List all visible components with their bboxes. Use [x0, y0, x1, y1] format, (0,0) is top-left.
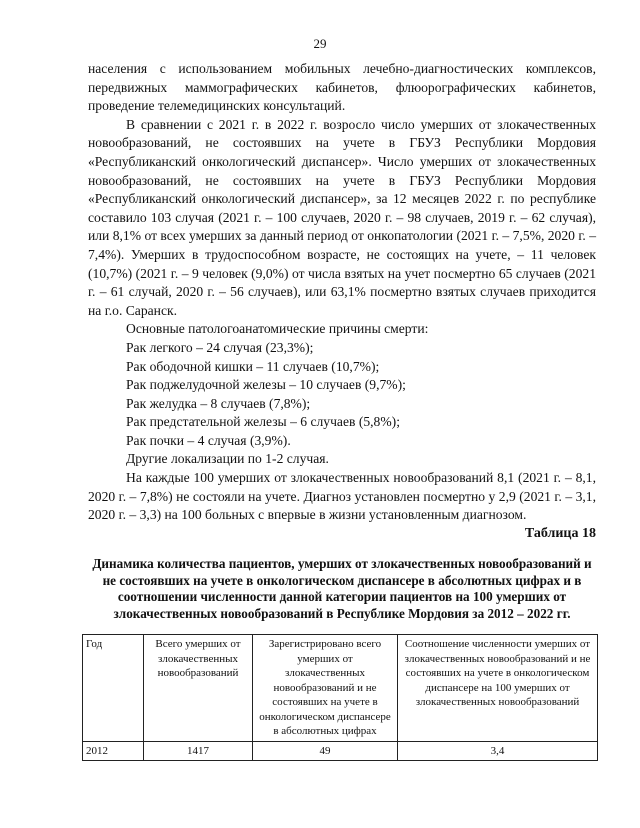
paragraph-2: В сравнении с 2021 г. в 2022 г. возросло число умерших от злокачественных новообразований, не состоявших на учете в ГБУЗ Республики Мордовия «Республиканский онкологический диспансер». Число умерших от злокачественных новообразований, не состоявших на учете в ГБУЗ Республики Мордовия «Республиканский онкологический диспансер», за 12 месяцев 2022 г. по республике составило 103 случая (2021 г. – 100 случаев, 2020 г. – 98 случаев, 2019 г. – 62 случая), или 8,1% от всех умерших за данный период от онкопатологии (2021 г. – 7,5%, 2020 г. – 7,4%). Умерших в трудоспособном возрасте, не состоящих на учете, – 11 человек (10,7%) (2021 г. – 9 человек (9,0%) от числа взятых на учет посмертно 65 случаев (2021 г. – 61 случай, 2020 г. – 56 случаев), или 63,1% посмертно взятых случаев приходится на г.о. Саранск.	[88, 116, 596, 318]
cause-item: Рак почки – 4 случая (3,9%).	[126, 432, 291, 448]
cell-registered-deaths: 49	[253, 741, 398, 761]
cell-total-deaths: 1417	[144, 741, 253, 761]
cause-item: Рак поджелудочной железы – 10 случаев (9,7%);	[126, 377, 406, 393]
table-number: Таблица 18	[524, 526, 596, 541]
data-table	[82, 634, 598, 761]
cell-ratio: 3,4	[398, 741, 598, 761]
cause-item: Рак желудка – 8 случаев (7,8%);	[126, 395, 311, 411]
table-header-row	[83, 635, 598, 742]
cause-item: Рак ободочной кишки – 11 случаев (10,7%);	[126, 358, 380, 374]
table-title: Динамика количества пациентов, умерших от злокачественных новообразований и не состоявших на учете в онкологическом диспансере в абсолютных цифрах и в соотношении численности данной категории пациентов на 100 умерших от злокачественных новообразований в Республике Мордовия за 2012 – 2022 гг.	[92, 556, 592, 621]
page-number: 29	[313, 36, 327, 51]
body-text	[88, 60, 596, 525]
header-year: Год	[83, 635, 144, 742]
paragraph-final: На каждые 100 умерших от злокачественных новообразований 8,1 (2021 г. – 8,1, 2020 г. – 7,8%) не состояли на учете. Диагноз установлен посмертно у 2,9 (2021 г. – 3,1, 2020 г. – 3,3) на 100 больных с впервые в жизни установленным диагнозом.	[88, 470, 596, 523]
header-registered-deaths: Зарегистрировано всего умерших от злокачественных новообразований и не состоявших на учете в онкологическом диспансере в абсолютных цифрах	[253, 635, 398, 742]
cause-item: Рак предстательной железы – 6 случаев (5,8%);	[126, 414, 400, 430]
table-row	[83, 741, 598, 761]
causes-heading: Основные патологоанатомические причины смерти:	[126, 321, 429, 337]
header-ratio: Соотношение численности умерших от злокачественных новообразований и не состоявших на учете в онкологическом диспансере на 100 умерших от злокачественных новообразований	[398, 635, 598, 742]
header-total-deaths: Всего умерших от злокачественных новообразований	[144, 635, 253, 742]
paragraph-1: населения с использованием мобильных лечебно-диагностических комплексов, передвижных маммографических кабинетов, флюорографических кабинетов, проведение телемедицинских консультаций.	[88, 61, 596, 114]
cell-year: 2012	[83, 741, 144, 761]
cause-item: Другие локализации по 1-2 случая.	[126, 451, 329, 467]
cause-item: Рак легкого – 24 случая (23,3%);	[126, 339, 314, 355]
